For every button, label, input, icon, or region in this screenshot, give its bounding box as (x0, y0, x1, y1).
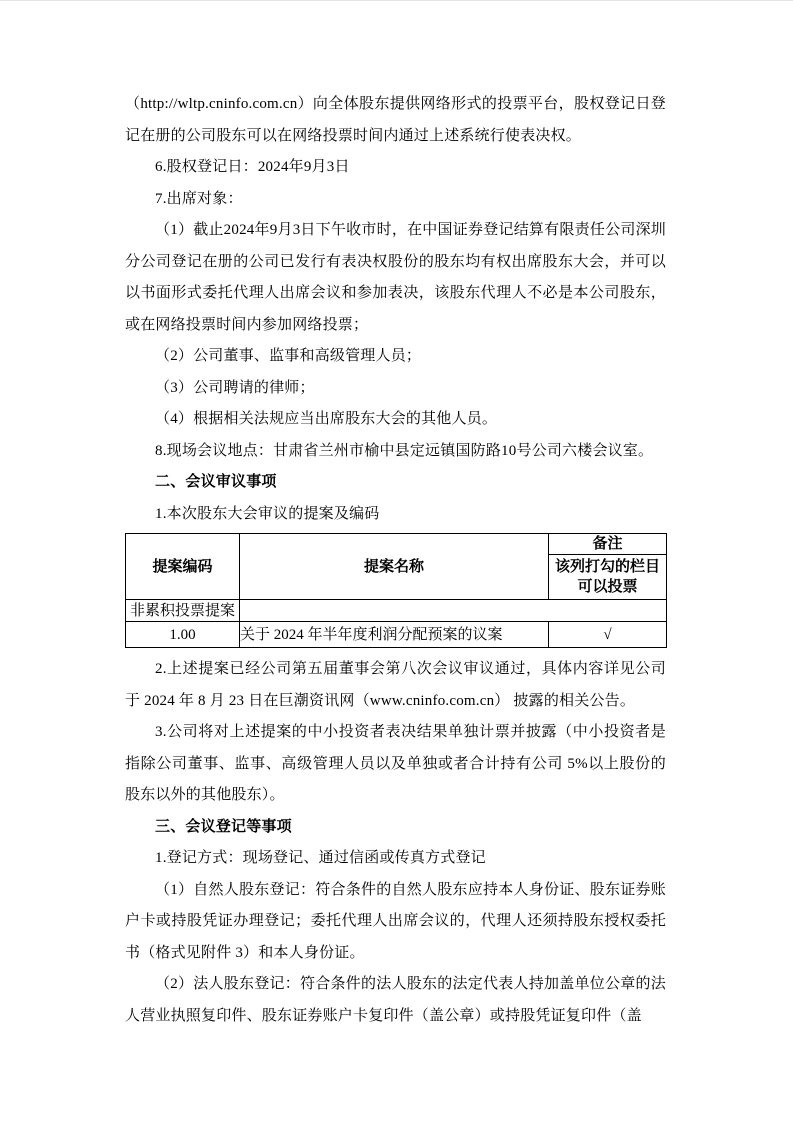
proposal-name-header: 提案名称 (240, 534, 549, 600)
proposal-code-cell: 1.00 (126, 622, 240, 648)
paragraph-corporate-registration: （2）法人股东登记：符合条件的法人股东的法定代表人持加盖单位公章的法人营业执照复印件、股东证券账户卡复印件（盖公章）或持股凭证复印件（盖 (125, 976, 666, 1024)
remark-header: 备注 (549, 534, 667, 555)
paragraph-individual-registration: （1）自然人股东登记：符合条件的自然人股东应持本人身份证、股东证券账户卡或持股凭证办理登记；委托代理人出席会议的，代理人还须持股东授权委托书（格式见附件 3）和本人身份证。 (125, 881, 666, 961)
paragraph-minority-investors: 3.公司将对上述提案的中小投资者表决结果单独计票并披露（中小投资者是指除公司董事、监事、高级管理人员以及单独或者合计持有公司 5%以上股份的股东以外的其他股东）。 (125, 724, 666, 803)
proposal-name-cell: 关于 2024 年半年度利润分配预案的议案 (240, 622, 549, 648)
paragraph-registration-method: 1.登记方式：现场登记、通过信函或传真方式登记 (155, 850, 486, 866)
group-label-cell: 非累积投票提案 (126, 600, 240, 622)
proposal-check-cell: √ (549, 622, 667, 648)
proposal-table (125, 533, 667, 648)
paragraph-attendees-3: （3）公司聘请的律师； (155, 379, 315, 396)
section-heading-3: 三、会议登记等事项 (155, 818, 292, 835)
table-row (126, 622, 667, 648)
paragraph-attendees-2: （2）公司董事、监事和高级管理人员； (155, 348, 422, 364)
group-empty-cell (240, 600, 667, 622)
paragraph-record-date: 6.股权登记日：2024年9月3日 (155, 159, 350, 175)
document-content (125, 89, 666, 1032)
proposal-code-header: 提案编码 (126, 534, 240, 600)
paragraph-attendees-1: （1）截止2024年9月3日下午收市时，在中国证券登记结算有限责任公司深圳分公司登记在册的公司已发行有表决权股份的股东均有权出席股东大会，并可以以书面形式委托代理人出席会议和参加表决，该股东代理人不必是本公司股东，或在网络投票时间内参加网络投票； (125, 222, 666, 333)
paragraph-proposal-approved: 2.上述提案已经公司第五届董事会第八次会议审议通过，具体内容详见公司于 2024 年 8 月 23 日在巨潮资讯网（www.cninfo.com.cn） 披露的相关公告。 (125, 661, 666, 709)
section-heading-2: 二、会议审议事项 (155, 474, 277, 490)
paragraph-continuation: （http://wltp.cninfo.com.cn）向全体股东提供网络形式的投票平台，股权登记日登记在册的公司股东可以在网络投票时间内通过上述系统行使表决权。 (125, 96, 666, 144)
paragraph-attendees-title: 7.出席对象： (155, 190, 243, 207)
paragraph-proposal-intro: 1.本次股东大会审议的提案及编码 (155, 505, 380, 522)
paragraph-meeting-location: 8.现场会议地点：甘肃省兰州市榆中县定远镇国防路10号公司六楼会议室。 (155, 442, 654, 459)
table-group-row (126, 600, 667, 622)
paragraph-attendees-4: （4）根据相关法规应当出席股东大会的其他人员。 (155, 411, 498, 427)
table-header-row (126, 534, 667, 555)
remark-subheader: 该列打勾的栏目可以投票 (549, 555, 667, 600)
